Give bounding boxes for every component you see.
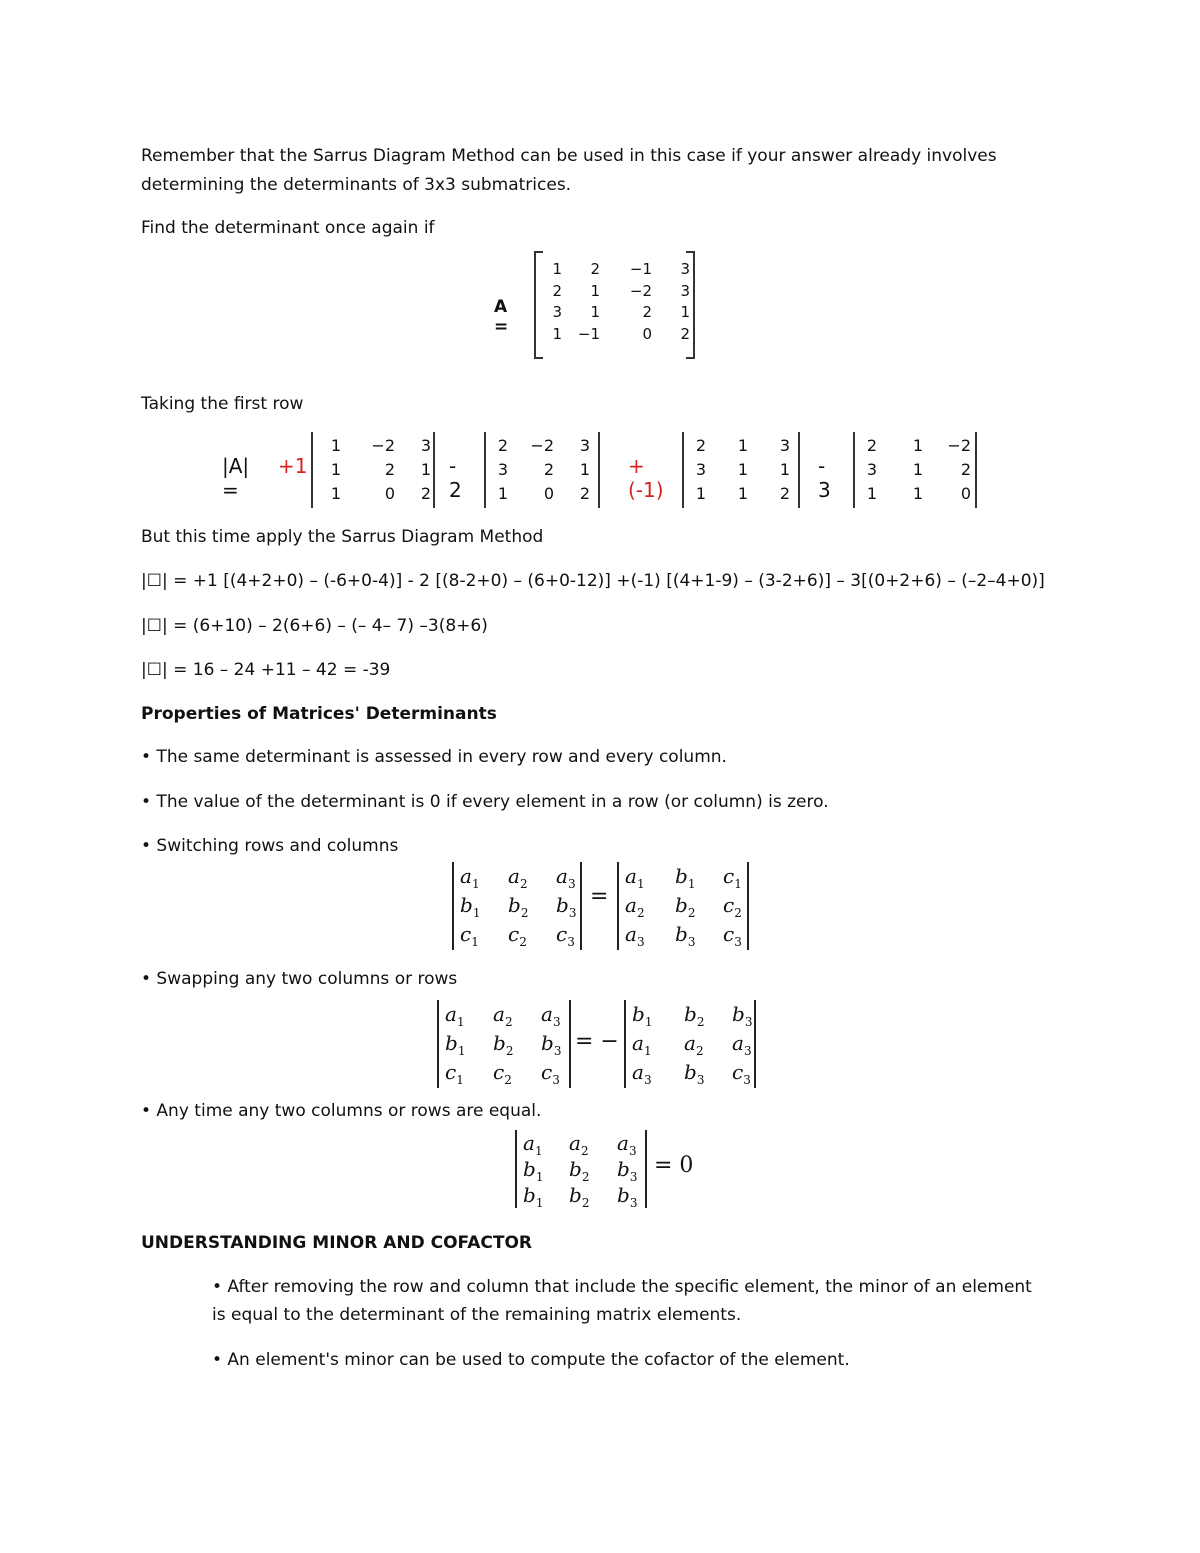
minor-cofactor-heading: UNDERSTANDING MINOR AND COFACTOR <box>141 1233 532 1253</box>
matrix-a-cell: 2 <box>552 281 562 300</box>
matrix-a-cell: −1 <box>577 324 600 343</box>
minor-det-3-cell: 1 <box>737 484 748 503</box>
minor-det-4-cell: 1 <box>912 436 923 455</box>
minor-det-1-cell: −2 <box>371 436 395 455</box>
matrix-a-cell: −1 <box>629 260 652 278</box>
minor-det-3-cell: 2 <box>779 484 790 503</box>
det-equal-rows: $a_1$ $a_2$ $a_3$ $b_1$ $b_2$ $b_3$ $b_1$ $b_2$ $b_3$ <box>515 1130 647 1208</box>
matrix-a-cell: 1 <box>552 260 562 278</box>
minor-det-3-cell: 1 <box>779 460 790 479</box>
minor-det-1-cell: 3 <box>420 436 431 455</box>
minor-det-4-cell: 3 <box>866 460 877 479</box>
minor-bullet-1-line-1: • After removing the row and column that include the specific element, the minor of an element <box>212 1277 1032 1297</box>
minor-det-1-cell: 1 <box>330 484 341 503</box>
sarrus-heading: But this time apply the Sarrus Diagram Method <box>141 527 544 547</box>
matrix-a-cell: 0 <box>642 324 652 343</box>
minor-det-1-cell: 1 <box>330 460 341 479</box>
matrix-a-cell: 1 <box>680 303 690 321</box>
minor-det-3-cell: 1 <box>737 436 748 455</box>
property-1: • The same determinant is assessed in every row and every column. <box>141 747 727 767</box>
equals-zero: = 0 <box>654 1153 694 1178</box>
minor-det-3-cell: 3 <box>695 460 706 479</box>
minor-det-3-cell: 3 <box>779 436 790 455</box>
negative-equals-sign: = − <box>575 1029 619 1054</box>
find-determinant-text: Find the determinant once again if <box>141 218 435 238</box>
det-swapped: $b_1$ $b_2$ $b_3$ $a_1$ $a_2$ $a_3$ $a_3$ $b_3$ $c_3$ <box>624 1000 756 1088</box>
minor-det-2-cell: 1 <box>497 484 508 503</box>
matrix-a-cell: 1 <box>590 303 600 321</box>
matrix-a-cell: −2 <box>629 281 652 300</box>
minor-det-4 <box>853 432 977 508</box>
term-1-sign: +1 <box>278 454 308 478</box>
minor-det-4-cell: −2 <box>947 436 971 455</box>
sarrus-equation-1: |☐| = +1 [(4+2+0) – (-6+0-4)] - 2 [(8-2+0) – (6+0-12)] +(-1) [(4+1-9) – (3-2+6)] – 3[(0+2+6) – (–2–4+0)] <box>141 571 1045 591</box>
expansion-lhs: |A| = <box>222 454 250 502</box>
property-2: • The value of the determinant is 0 if every element in a row (or column) is zero. <box>141 792 829 812</box>
matrix-a-cell: 3 <box>552 303 562 321</box>
matrix-a-label: A = <box>494 297 509 337</box>
minor-det-2-cell: 0 <box>543 484 554 503</box>
matrix-a-cell: 3 <box>680 260 690 278</box>
minor-det-3-cell: 2 <box>695 436 706 455</box>
minor-det-1 <box>311 432 435 508</box>
det-abc-rows: $a_1$ $a_2$ $a_3$ $b_1$ $b_2$ $b_3$ $c_1$ $c_2$ $c_3$ <box>452 862 582 950</box>
matrix-a-cell: 3 <box>680 281 690 300</box>
term-2-sign: - 2 <box>449 454 462 502</box>
property-5: • Any time any two columns or rows are equal. <box>141 1101 542 1121</box>
sarrus-equation-2: |☐| = (6+10) – 2(6+6) – (– 4– 7) –3(8+6) <box>141 616 488 636</box>
minor-det-4-cell: 1 <box>912 484 923 503</box>
minor-det-4-cell: 2 <box>960 460 971 479</box>
matrix-a-cell: 2 <box>680 324 690 343</box>
property-4: • Swapping any two columns or rows <box>141 969 458 989</box>
minor-det-4-cell: 1 <box>866 484 877 503</box>
minor-bullet-2: • An element's minor can be used to compute the cofactor of the element. <box>212 1350 850 1370</box>
left-bracket <box>534 251 543 359</box>
minor-det-4-cell: 2 <box>866 436 877 455</box>
intro-line-1: Remember that the Sarrus Diagram Method can be used in this case if your answer already involves <box>141 146 997 166</box>
minor-det-2 <box>484 432 600 508</box>
minor-det-2-cell: 2 <box>497 436 508 455</box>
intro-line-2: determining the determinants of 3x3 submatrices. <box>141 175 572 195</box>
minor-det-2-cell: 2 <box>579 484 590 503</box>
minor-det-1-cell: 0 <box>384 484 395 503</box>
sarrus-equation-3: |☐| = 16 – 24 +11 – 42 = -39 <box>141 660 391 680</box>
minor-det-2-cell: 3 <box>497 460 508 479</box>
right-bracket <box>686 251 695 359</box>
minor-det-1-cell: 1 <box>420 460 431 479</box>
matrix-a-grid <box>546 259 690 345</box>
minor-det-1-cell: 1 <box>330 436 341 455</box>
matrix-a-cell: 1 <box>590 281 600 300</box>
matrix-a-cell: 1 <box>552 324 562 343</box>
minor-det-2-cell: −2 <box>530 436 554 455</box>
minor-det-2-cell: 3 <box>579 436 590 455</box>
minor-det-4-cell: 1 <box>912 460 923 479</box>
minor-bullet-1-line-2: is equal to the determinant of the remaining matrix elements. <box>212 1305 742 1325</box>
minor-det-3-cell: 1 <box>737 460 748 479</box>
term-4-sign: - 3 <box>818 454 831 502</box>
expansion-heading: Taking the first row <box>141 394 304 414</box>
det-abc-columns: $a_1$ $b_1$ $c_1$ $a_2$ $b_2$ $c_2$ $a_3$ $b_3$ $c_3$ <box>617 862 749 950</box>
minor-det-4-cell: 0 <box>960 484 971 503</box>
property-3: • Switching rows and columns <box>141 836 399 856</box>
minor-det-3-cell: 1 <box>695 484 706 503</box>
det-original: $a_1$ $a_2$ $a_3$ $b_1$ $b_2$ $b_3$ $c_1$ $c_2$ $c_3$ <box>437 1000 571 1088</box>
minor-det-1-cell: 2 <box>384 460 395 479</box>
minor-det-3 <box>682 432 800 508</box>
minor-det-2-cell: 2 <box>543 460 554 479</box>
minor-det-1-cell: 2 <box>420 484 431 503</box>
minor-det-2-cell: 1 <box>579 460 590 479</box>
term-3-sign: +(-1) <box>628 454 664 502</box>
equals-sign: = <box>590 884 609 909</box>
matrix-a-cell: 2 <box>642 303 652 321</box>
properties-heading: Properties of Matrices' Determinants <box>141 704 497 724</box>
matrix-a-cell: 2 <box>590 260 600 278</box>
